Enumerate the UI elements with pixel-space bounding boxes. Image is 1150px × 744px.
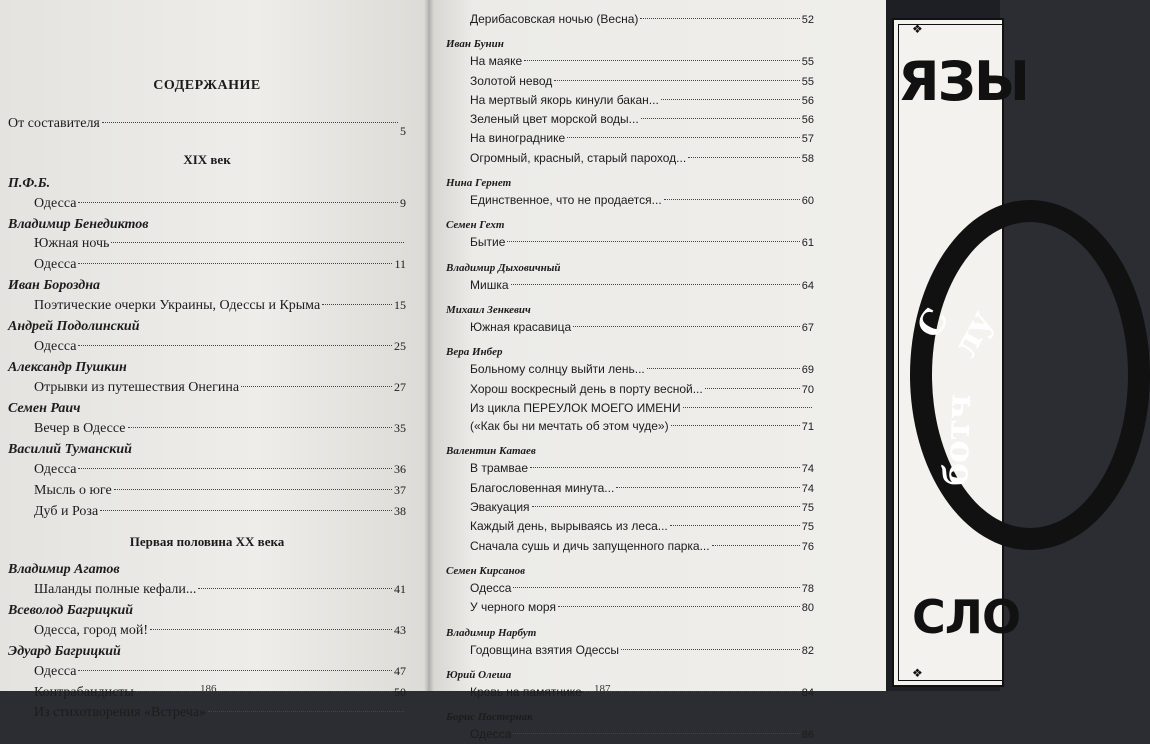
toc-author: Василий Туманский <box>8 442 132 457</box>
toc-entry: Одесса 86 <box>470 727 814 742</box>
cover-title-bottom: СЛО <box>912 590 1021 644</box>
toc-entry: Шаланды полные кефали... 41 <box>34 582 406 597</box>
cover-circle-text-left: С лу <box>909 301 1002 364</box>
toc-author: П.Ф.Б. <box>8 176 51 191</box>
toc-entry: Отрывки из путешествия Онегина 27 <box>34 380 406 395</box>
toc-author: Семен Гехт <box>446 219 505 232</box>
toc-author: Семен Раич <box>8 401 81 416</box>
toc-entry: Из цикла ПЕРЕУЛОК МОЕГО ИМЕНИ <box>446 399 886 417</box>
toc-entry: Южная красавица 67 <box>470 319 814 334</box>
toc-entry: Благословенная минута... 74 <box>470 480 814 495</box>
toc-author: Эдуард Багрицкий <box>8 644 121 659</box>
toc-entry: Годовщина взятия Одессы 82 <box>470 642 814 657</box>
toc-entry: Одесса 11 <box>34 257 406 272</box>
toc-author: Борис Пастернак <box>446 711 533 724</box>
toc-entry: Поэтические очерки Украины, Одессы и Крыма 15 <box>34 298 406 313</box>
toc-entry: Единственное, что не продается... 60 <box>470 193 814 208</box>
toc-section-19th <box>8 174 406 522</box>
toc-entry: Одесса 9 <box>34 196 406 211</box>
toc-entry: Кровь на памятнике 84 <box>470 684 814 699</box>
toc-author: Иван Бунин <box>446 38 504 51</box>
toc-entry: Каждый день, вырываясь из леса... 75 <box>470 519 814 534</box>
toc-author: Владимир Дыховичный <box>446 261 561 274</box>
cover-title-top: ЯЗЫ <box>898 50 1028 113</box>
toc-author: Нина Гернет <box>446 177 512 190</box>
toc-author: Михаил Зенкевич <box>446 303 531 316</box>
page-number-left: 186 <box>200 683 217 695</box>
toc-entry-intro: От составителя 5 <box>8 116 406 138</box>
toc-entry: Одесса, город мой! 43 <box>34 623 406 638</box>
toc-author: Вера Инбер <box>446 346 503 359</box>
toc-entry: Одесса 78 <box>470 580 814 595</box>
toc-entry: Из стихотворения «Встреча» <box>8 703 406 723</box>
toc-title: СОДЕРЖАНИЕ <box>153 78 261 93</box>
toc-entry: Огромный, красный, старый пароход... 58 <box>470 150 814 165</box>
left-page <box>0 0 428 720</box>
page-number-right: 187 <box>594 683 611 695</box>
ornament-icon: ❖ <box>912 666 923 680</box>
toc-right-list <box>446 36 886 744</box>
toc-author: Владимир Агатов <box>8 562 120 577</box>
toc-entry: Бытие 61 <box>470 235 814 250</box>
cover-circle <box>910 200 1150 550</box>
toc-author: Всеволод Багрицкий <box>8 603 134 618</box>
toc-entry: На винограднике 57 <box>470 131 814 146</box>
toc-author: Иван Бороздна <box>8 278 101 293</box>
toc-entry: Вечер в Одессе 35 <box>34 421 406 436</box>
toc-entry: Хорош воскресный день в порту весной... 70 <box>470 381 814 396</box>
toc-entry: Зеленый цвет морской воды... 56 <box>470 112 814 127</box>
toc-entry: Контрабандисты 50 <box>34 685 406 700</box>
toc-entry: Больному солнцу выйти лень... 69 <box>470 362 814 377</box>
section-heading-20th: Первая половина XX века <box>129 534 285 549</box>
toc-entry: Одесса 25 <box>34 339 406 354</box>
toc-entry: Одесса 36 <box>34 462 406 477</box>
toc-entry: В трамвае 74 <box>470 461 814 476</box>
toc-author: Александр Пушкин <box>8 360 127 375</box>
toc-entry: Мишка 64 <box>470 277 814 292</box>
ornament-icon: ❖ <box>912 22 923 36</box>
toc-entry: Дуб и Роза 38 <box>34 504 406 519</box>
cover-panel <box>892 18 1028 687</box>
toc-entry: Эвакуация 75 <box>470 500 814 515</box>
toc-entry: Одесса 47 <box>34 664 406 679</box>
toc-author: Андрей Подолинский <box>8 319 140 334</box>
section-heading-19th: XIX век <box>183 152 231 167</box>
toc-entry: Южная ночь <box>8 234 406 254</box>
toc-entry: Дерибасовская ночью (Весна) 52 <box>470 12 814 26</box>
toc-entry: На маяке 55 <box>470 54 814 69</box>
toc-entry: У черного моря 80 <box>470 600 814 615</box>
book-gutter <box>424 0 434 691</box>
toc-author: Владимир Бенедиктов <box>8 217 149 232</box>
right-page <box>428 0 886 742</box>
toc-author: Семен Кирсанов <box>446 564 525 577</box>
toc-entry: Золотой невод 55 <box>470 73 814 88</box>
toc-author: Владимир Нарбут <box>446 626 537 639</box>
cover-book <box>886 0 1028 691</box>
cover-circle-text-bottom: ботч <box>936 393 980 487</box>
toc-section-20th <box>8 560 406 723</box>
toc-entry: («Как бы ни мечтать об этом чуде») 71 <box>470 419 814 434</box>
toc-author: Валентин Катаев <box>446 445 536 458</box>
toc-entry: Сначала сушь и дичь запущенного парка... 76 <box>470 538 814 553</box>
toc-entry: Мысль о юге 37 <box>34 483 406 498</box>
toc-author: Юрий Олеша <box>446 668 512 681</box>
toc-entry: На мертвый якорь кинули бакан... 56 <box>470 92 814 107</box>
